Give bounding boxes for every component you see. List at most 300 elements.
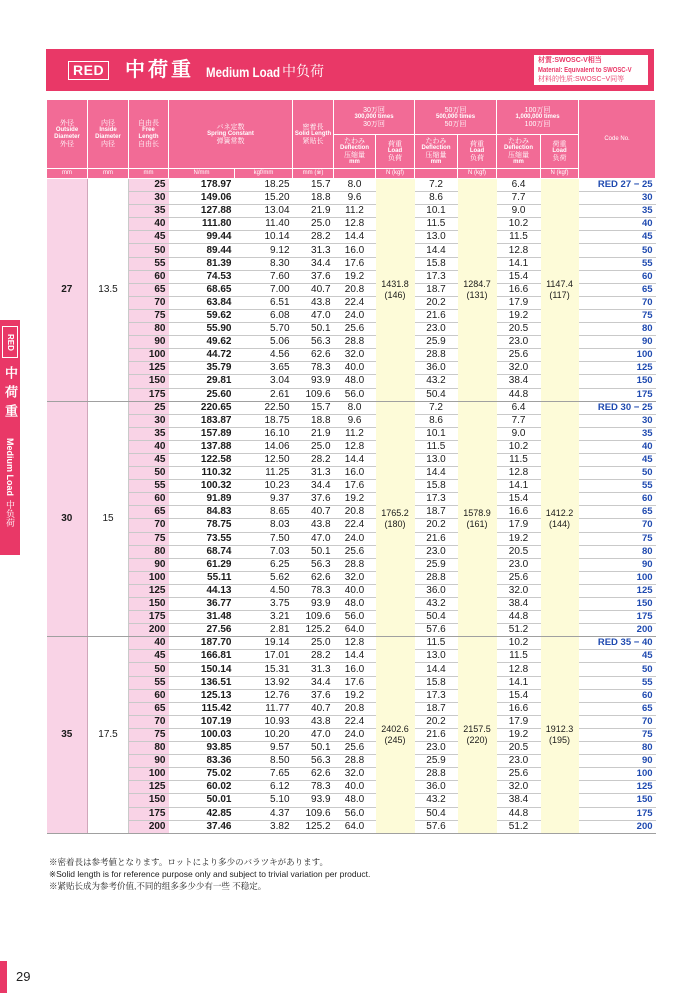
- deflection-500k-cell: 20.2: [415, 296, 458, 309]
- deflection-300k-cell: 24.0: [334, 309, 376, 322]
- deflection-300k-cell: 22.4: [334, 519, 376, 532]
- deflection-300k-cell: 56.0: [334, 807, 376, 820]
- spring-constant-kgf-cell: 8.50: [235, 755, 293, 768]
- outside-diameter-cell: 30: [47, 401, 88, 637]
- page-number-bar: [0, 961, 7, 993]
- code-no-cell: 40: [579, 440, 656, 453]
- deflection-300k-cell: 8.0: [334, 401, 376, 414]
- deflection-500k-cell: 57.6: [415, 624, 458, 637]
- deflection-1m-cell: 11.5: [497, 231, 541, 244]
- free-length-cell: 55: [129, 257, 169, 270]
- spring-constant-nmm-cell: 81.39: [169, 257, 235, 270]
- spring-constant-kgf-cell: 8.30: [235, 257, 293, 270]
- load-1m-cell-kgf: (144): [549, 518, 571, 529]
- deflection-300k-cell: 24.0: [334, 728, 376, 741]
- free-length-cell: 200: [129, 624, 169, 637]
- deflection-500k-cell: 36.0: [415, 781, 458, 794]
- spring-constant-kgf-cell: 3.75: [235, 598, 293, 611]
- solid-length-cell: 40.7: [293, 702, 334, 715]
- deflection-500k-cell: 21.6: [415, 728, 458, 741]
- side-title-cn: 中负荷: [5, 500, 15, 527]
- code-no-cell: 70: [579, 296, 656, 309]
- spring-constant-nmm-cell: 84.83: [169, 506, 235, 519]
- solid-length-cell: 125.2: [293, 820, 334, 833]
- code-no-cell: 100: [579, 349, 656, 362]
- free-length-cell: 150: [129, 598, 169, 611]
- free-length-cell: 50: [129, 467, 169, 480]
- code-no-cell: 55: [579, 676, 656, 689]
- deflection-500k-cell: 21.6: [415, 532, 458, 545]
- load-500k-cell-kgf: (131): [466, 289, 488, 300]
- deflection-500k-cell: 11.5: [415, 637, 458, 650]
- free-length-cell: 65: [129, 283, 169, 296]
- page-title-cn: 中负荷: [282, 63, 324, 79]
- code-no-cell: 60: [579, 689, 656, 702]
- free-length-cell: 90: [129, 558, 169, 571]
- free-length-cell: 60: [129, 689, 169, 702]
- deflection-300k-cell: 28.8: [334, 755, 376, 768]
- deflection-500k-cell: 23.0: [415, 323, 458, 336]
- deflection-500k-cell: 18.7: [415, 506, 458, 519]
- solid-length-cell: 93.9: [293, 375, 334, 388]
- col-deflection-100: たわみ Deflection 压缩量 mm: [497, 135, 541, 169]
- deflection-1m-cell: 12.8: [497, 663, 541, 676]
- deflection-1m-cell: 20.5: [497, 323, 541, 336]
- spring-constant-kgf-cell: 12.50: [235, 453, 293, 466]
- deflection-500k-cell: 11.5: [415, 218, 458, 231]
- deflection-500k-cell: 14.4: [415, 663, 458, 676]
- spring-constant-nmm-cell: 127.88: [169, 205, 235, 218]
- free-length-cell: 30: [129, 414, 169, 427]
- solid-length-cell: 25.0: [293, 637, 334, 650]
- spring-constant-nmm-cell: 178.97: [169, 179, 235, 192]
- deflection-1m-cell: 23.0: [497, 755, 541, 768]
- page-number-text: 29: [16, 969, 31, 984]
- free-length-cell: 65: [129, 506, 169, 519]
- solid-length-cell: 31.3: [293, 244, 334, 257]
- spring-constant-kgf-cell: 5.70: [235, 323, 293, 336]
- deflection-300k-cell: 48.0: [334, 375, 376, 388]
- code-no-cell: 80: [579, 742, 656, 755]
- load-1m-cell-n: 1412.2: [545, 507, 574, 518]
- deflection-300k-cell: 19.2: [334, 493, 376, 506]
- deflection-500k-cell: 18.7: [415, 283, 458, 296]
- load-300k-cell: [376, 401, 415, 637]
- deflection-300k-cell: 19.2: [334, 689, 376, 702]
- deflection-1m-cell: 44.8: [497, 807, 541, 820]
- spec-table-body: [47, 179, 656, 834]
- deflection-300k-cell: 11.2: [334, 427, 376, 440]
- code-no-cell: 45: [579, 650, 656, 663]
- deflection-500k-cell: 57.6: [415, 820, 458, 833]
- spring-constant-nmm-cell: 93.85: [169, 742, 235, 755]
- spring-constant-kgf-cell: 4.50: [235, 584, 293, 597]
- deflection-500k-cell: 43.2: [415, 598, 458, 611]
- material-cn: 材料的性质:SWOSC−V同等: [538, 76, 625, 83]
- spring-constant-nmm-cell: 50.01: [169, 794, 235, 807]
- deflection-300k-cell: 17.6: [334, 257, 376, 270]
- spring-constant-nmm-cell: 61.29: [169, 558, 235, 571]
- unit-load-50: N (kgf): [458, 169, 497, 179]
- code-no-cell: 75: [579, 532, 656, 545]
- deflection-300k-cell: 9.6: [334, 414, 376, 427]
- spring-constant-kgf-cell: 4.37: [235, 807, 293, 820]
- free-length-cell: 65: [129, 702, 169, 715]
- col-code-no: Code No.: [579, 100, 656, 179]
- solid-length-cell: 47.0: [293, 728, 334, 741]
- solid-length-cell: 31.3: [293, 663, 334, 676]
- spring-constant-nmm-cell: 35.79: [169, 362, 235, 375]
- code-no-cell: 75: [579, 309, 656, 322]
- unit-od: mm: [47, 169, 88, 179]
- col-load-100: 荷重 Load 负荷: [541, 135, 579, 169]
- page-title-jp: 中荷重: [125, 59, 194, 81]
- solid-length-cell: 50.1: [293, 545, 334, 558]
- load-300k-cell-n: 1765.2: [381, 507, 409, 518]
- deflection-300k-cell: 20.8: [334, 506, 376, 519]
- spring-constant-kgf-cell: 14.06: [235, 440, 293, 453]
- spring-constant-nmm-cell: 74.53: [169, 270, 235, 283]
- deflection-500k-cell: 23.0: [415, 545, 458, 558]
- deflection-500k-cell: 7.2: [415, 179, 458, 192]
- side-red-badge: RED: [2, 326, 18, 358]
- deflection-300k-cell: 14.4: [334, 453, 376, 466]
- free-length-cell: 40: [129, 637, 169, 650]
- solid-length-cell: 15.7: [293, 179, 334, 192]
- deflection-300k-cell: 12.8: [334, 218, 376, 231]
- code-no-cell: RED 35 − 40: [579, 637, 656, 650]
- deflection-500k-cell: 11.5: [415, 440, 458, 453]
- solid-length-cell: 78.3: [293, 362, 334, 375]
- deflection-500k-cell: 14.4: [415, 244, 458, 257]
- code-no-cell: 45: [579, 231, 656, 244]
- load-1m-cell: [541, 179, 579, 402]
- deflection-500k-cell: 20.2: [415, 519, 458, 532]
- spring-constant-kgf-cell: 11.77: [235, 702, 293, 715]
- code-no-cell: 65: [579, 506, 656, 519]
- deflection-500k-cell: 10.1: [415, 205, 458, 218]
- deflection-500k-cell: 15.8: [415, 257, 458, 270]
- solid-length-cell: 37.6: [293, 270, 334, 283]
- col-solid-length: 密着長 Solid Length 紧贴长: [293, 100, 334, 169]
- spring-constant-nmm-cell: 75.02: [169, 768, 235, 781]
- deflection-500k-cell: 36.0: [415, 362, 458, 375]
- load-500k-cell: [458, 637, 497, 833]
- spring-constant-kgf-cell: 6.51: [235, 296, 293, 309]
- deflection-1m-cell: 25.6: [497, 349, 541, 362]
- free-length-cell: 90: [129, 755, 169, 768]
- spring-constant-kgf-cell: 9.37: [235, 493, 293, 506]
- deflection-1m-cell: 6.4: [497, 401, 541, 414]
- col-300k-cycles: 30万回 300,000 times 30万回: [334, 100, 415, 135]
- material-jp: 材質:SWOSC-V相当: [538, 57, 602, 64]
- spring-spec-table: [46, 99, 656, 834]
- load-300k-cell-kgf: (245): [384, 734, 406, 745]
- spring-constant-kgf-cell: 10.20: [235, 728, 293, 741]
- code-no-cell: 50: [579, 467, 656, 480]
- free-length-cell: 55: [129, 480, 169, 493]
- col-load-50: 荷重 Load 负荷: [458, 135, 497, 169]
- free-length-cell: 100: [129, 571, 169, 584]
- col-outside-diameter: 外径 Outside Diameter 外径: [47, 100, 88, 169]
- code-no-cell: RED 27 − 25: [579, 179, 656, 192]
- deflection-300k-cell: 16.0: [334, 663, 376, 676]
- free-length-cell: 175: [129, 807, 169, 820]
- spring-constant-kgf-cell: 18.75: [235, 414, 293, 427]
- deflection-300k-cell: 16.0: [334, 467, 376, 480]
- deflection-1m-cell: 16.6: [497, 506, 541, 519]
- col-1m-cycles: 100万回 1,000,000 times 100万回: [497, 100, 579, 135]
- code-no-cell: 175: [579, 807, 656, 820]
- solid-length-cell: 34.4: [293, 257, 334, 270]
- deflection-1m-cell: 38.4: [497, 598, 541, 611]
- unit-load-30: N (kgf): [376, 169, 415, 179]
- deflection-500k-cell: 17.3: [415, 270, 458, 283]
- solid-length-cell: 37.6: [293, 493, 334, 506]
- deflection-300k-cell: 19.2: [334, 270, 376, 283]
- solid-length-cell: 62.6: [293, 768, 334, 781]
- deflection-500k-cell: 28.8: [415, 768, 458, 781]
- table-row: [47, 401, 656, 414]
- code-no-cell: 50: [579, 663, 656, 676]
- load-300k-cell-kgf: (146): [384, 289, 406, 300]
- note-jp: ※密着長は参考値となります。ロットにより多少のバラツキがあります。: [49, 857, 328, 867]
- spring-constant-nmm-cell: 166.81: [169, 650, 235, 663]
- free-length-cell: 200: [129, 820, 169, 833]
- deflection-300k-cell: 12.8: [334, 440, 376, 453]
- inside-diameter-cell: 13.5: [88, 179, 129, 402]
- free-length-cell: 90: [129, 336, 169, 349]
- load-500k-cell-n: 1578.9: [463, 507, 491, 518]
- code-no-cell: 125: [579, 781, 656, 794]
- spring-constant-nmm-cell: 59.62: [169, 309, 235, 322]
- code-no-cell: 40: [579, 218, 656, 231]
- unit-solid: mm (※): [293, 169, 334, 179]
- spring-constant-kgf-cell: 2.81: [235, 624, 293, 637]
- deflection-300k-cell: 64.0: [334, 624, 376, 637]
- free-length-cell: 80: [129, 545, 169, 558]
- deflection-1m-cell: 25.6: [497, 768, 541, 781]
- deflection-500k-cell: 50.4: [415, 611, 458, 624]
- spring-constant-nmm-cell: 220.65: [169, 401, 235, 414]
- solid-length-cell: 31.3: [293, 467, 334, 480]
- free-length-cell: 75: [129, 309, 169, 322]
- solid-length-cell: 25.0: [293, 218, 334, 231]
- code-no-cell: 65: [579, 283, 656, 296]
- code-no-cell: 75: [579, 728, 656, 741]
- spring-constant-kgf-cell: 15.20: [235, 192, 293, 205]
- code-no-cell: 200: [579, 624, 656, 637]
- spring-constant-nmm-cell: 187.70: [169, 637, 235, 650]
- free-length-cell: 175: [129, 388, 169, 401]
- spring-constant-kgf-cell: 8.65: [235, 506, 293, 519]
- solid-length-cell: 40.7: [293, 506, 334, 519]
- spring-constant-kgf-cell: 16.10: [235, 427, 293, 440]
- note-cn: ※紧贴长成为参考价值,不同的组多多少少有一些 不稳定。: [49, 881, 267, 891]
- code-no-cell: 100: [579, 768, 656, 781]
- code-no-cell: 35: [579, 205, 656, 218]
- side-title-jp: 中荷重: [3, 366, 18, 423]
- deflection-300k-cell: 48.0: [334, 794, 376, 807]
- deflection-1m-cell: 19.2: [497, 728, 541, 741]
- code-no-cell: 90: [579, 336, 656, 349]
- code-no-cell: 30: [579, 192, 656, 205]
- load-1m-cell-n: 1147.4: [546, 278, 573, 289]
- spring-constant-kgf-cell: 3.21: [235, 611, 293, 624]
- spring-constant-kgf-cell: 10.23: [235, 480, 293, 493]
- load-500k-cell-kgf: (220): [466, 734, 488, 745]
- spring-constant-nmm-cell: 99.44: [169, 231, 235, 244]
- deflection-1m-cell: 14.1: [497, 480, 541, 493]
- deflection-300k-cell: 40.0: [334, 362, 376, 375]
- spring-constant-nmm-cell: 107.19: [169, 715, 235, 728]
- deflection-300k-cell: 17.6: [334, 676, 376, 689]
- code-no-cell: 35: [579, 427, 656, 440]
- code-no-cell: 100: [579, 571, 656, 584]
- deflection-1m-cell: 10.2: [497, 218, 541, 231]
- deflection-1m-cell: 20.5: [497, 545, 541, 558]
- load-500k-cell-kgf: (161): [466, 518, 488, 529]
- col-load-30: 荷重 Load 负荷: [376, 135, 415, 169]
- deflection-500k-cell: 17.3: [415, 689, 458, 702]
- load-500k-cell: [458, 179, 497, 402]
- deflection-1m-cell: 23.0: [497, 336, 541, 349]
- deflection-300k-cell: 25.6: [334, 323, 376, 336]
- spring-constant-kgf-cell: 17.01: [235, 650, 293, 663]
- spring-constant-kgf-cell: 3.82: [235, 820, 293, 833]
- spring-constant-kgf-cell: 7.60: [235, 270, 293, 283]
- deflection-300k-cell: 48.0: [334, 598, 376, 611]
- load-1m-cell: [541, 637, 579, 833]
- unit-nmm: N/mm: [169, 169, 235, 179]
- deflection-500k-cell: 15.8: [415, 676, 458, 689]
- solid-length-cell: 47.0: [293, 309, 334, 322]
- solid-length-cell: 28.2: [293, 453, 334, 466]
- deflection-300k-cell: 28.8: [334, 558, 376, 571]
- deflection-500k-cell: 14.4: [415, 467, 458, 480]
- footnotes: [49, 856, 370, 892]
- deflection-500k-cell: 36.0: [415, 584, 458, 597]
- spring-constant-kgf-cell: 13.04: [235, 205, 293, 218]
- inside-diameter-cell: 15: [88, 401, 129, 637]
- load-300k-cell: [376, 637, 415, 833]
- code-no-cell: RED 30 − 25: [579, 401, 656, 414]
- spring-constant-nmm-cell: 137.88: [169, 440, 235, 453]
- spring-constant-nmm-cell: 44.72: [169, 349, 235, 362]
- deflection-300k-cell: 22.4: [334, 296, 376, 309]
- deflection-500k-cell: 25.9: [415, 755, 458, 768]
- col-inside-diameter: 内径 Inside Diameter 内径: [88, 100, 129, 169]
- col-spring-constant: バネ定数 Spring Constant 弹簧常数: [169, 100, 293, 169]
- free-length-cell: 40: [129, 440, 169, 453]
- solid-length-cell: 109.6: [293, 611, 334, 624]
- deflection-300k-cell: 25.6: [334, 545, 376, 558]
- note-en: ※Solid length is for reference purpose only and subject to trivial variation per product.: [49, 869, 371, 879]
- deflection-300k-cell: 64.0: [334, 820, 376, 833]
- deflection-1m-cell: 14.1: [497, 257, 541, 270]
- free-length-cell: 60: [129, 270, 169, 283]
- code-no-cell: 60: [579, 493, 656, 506]
- spring-constant-nmm-cell: 100.32: [169, 480, 235, 493]
- solid-length-cell: 34.4: [293, 676, 334, 689]
- free-length-cell: 80: [129, 323, 169, 336]
- unit-kgfmm: kgf/mm: [235, 169, 293, 179]
- deflection-1m-cell: 12.8: [497, 244, 541, 257]
- spring-constant-nmm-cell: 150.14: [169, 663, 235, 676]
- load-1m-cell: [541, 401, 579, 637]
- deflection-500k-cell: 50.4: [415, 388, 458, 401]
- code-no-cell: 125: [579, 362, 656, 375]
- deflection-300k-cell: 32.0: [334, 768, 376, 781]
- outside-diameter-cell: 27: [47, 179, 88, 402]
- deflection-1m-cell: 11.5: [497, 453, 541, 466]
- spring-constant-nmm-cell: 111.80: [169, 218, 235, 231]
- deflection-1m-cell: 11.5: [497, 650, 541, 663]
- free-length-cell: 60: [129, 493, 169, 506]
- spring-constant-nmm-cell: 83.36: [169, 755, 235, 768]
- deflection-1m-cell: 7.7: [497, 192, 541, 205]
- code-no-cell: 175: [579, 388, 656, 401]
- code-no-cell: 45: [579, 453, 656, 466]
- deflection-500k-cell: 8.6: [415, 414, 458, 427]
- deflection-1m-cell: 17.9: [497, 296, 541, 309]
- solid-length-cell: 21.9: [293, 205, 334, 218]
- deflection-500k-cell: 25.9: [415, 336, 458, 349]
- spring-constant-kgf-cell: 7.03: [235, 545, 293, 558]
- spring-constant-nmm-cell: 55.11: [169, 571, 235, 584]
- free-length-cell: 30: [129, 192, 169, 205]
- solid-length-cell: 62.6: [293, 349, 334, 362]
- spring-constant-nmm-cell: 60.02: [169, 781, 235, 794]
- free-length-cell: 40: [129, 218, 169, 231]
- deflection-500k-cell: 8.6: [415, 192, 458, 205]
- load-1m-cell-n: 1912.3: [545, 723, 574, 734]
- spring-constant-nmm-cell: 27.56: [169, 624, 235, 637]
- solid-length-cell: 43.8: [293, 296, 334, 309]
- deflection-1m-cell: 14.1: [497, 676, 541, 689]
- load-500k-cell: [458, 401, 497, 637]
- deflection-1m-cell: 20.5: [497, 742, 541, 755]
- solid-length-cell: 43.8: [293, 519, 334, 532]
- free-length-cell: 55: [129, 676, 169, 689]
- solid-length-cell: 28.2: [293, 650, 334, 663]
- deflection-500k-cell: 10.1: [415, 427, 458, 440]
- deflection-500k-cell: 15.8: [415, 480, 458, 493]
- deflection-300k-cell: 17.6: [334, 480, 376, 493]
- solid-length-cell: 56.3: [293, 558, 334, 571]
- load-1m-cell-kgf: (117): [549, 289, 570, 300]
- spring-constant-kgf-cell: 9.57: [235, 742, 293, 755]
- spring-constant-nmm-cell: 157.89: [169, 427, 235, 440]
- table-row: [47, 637, 656, 650]
- deflection-1m-cell: 12.8: [497, 467, 541, 480]
- solid-length-cell: 93.9: [293, 598, 334, 611]
- spring-constant-nmm-cell: 89.44: [169, 244, 235, 257]
- load-500k-cell-n: 2157.5: [463, 723, 491, 734]
- free-length-cell: 25: [129, 179, 169, 192]
- free-length-cell: 25: [129, 401, 169, 414]
- spring-constant-nmm-cell: 55.90: [169, 323, 235, 336]
- deflection-1m-cell: 10.2: [497, 637, 541, 650]
- solid-length-cell: 62.6: [293, 571, 334, 584]
- table-row: [47, 179, 656, 192]
- free-length-cell: 75: [129, 532, 169, 545]
- deflection-500k-cell: 13.0: [415, 231, 458, 244]
- solid-length-cell: 34.4: [293, 480, 334, 493]
- load-500k-cell-n: 1284.7: [463, 278, 491, 289]
- load-300k-cell: [376, 179, 415, 402]
- code-no-cell: 175: [579, 611, 656, 624]
